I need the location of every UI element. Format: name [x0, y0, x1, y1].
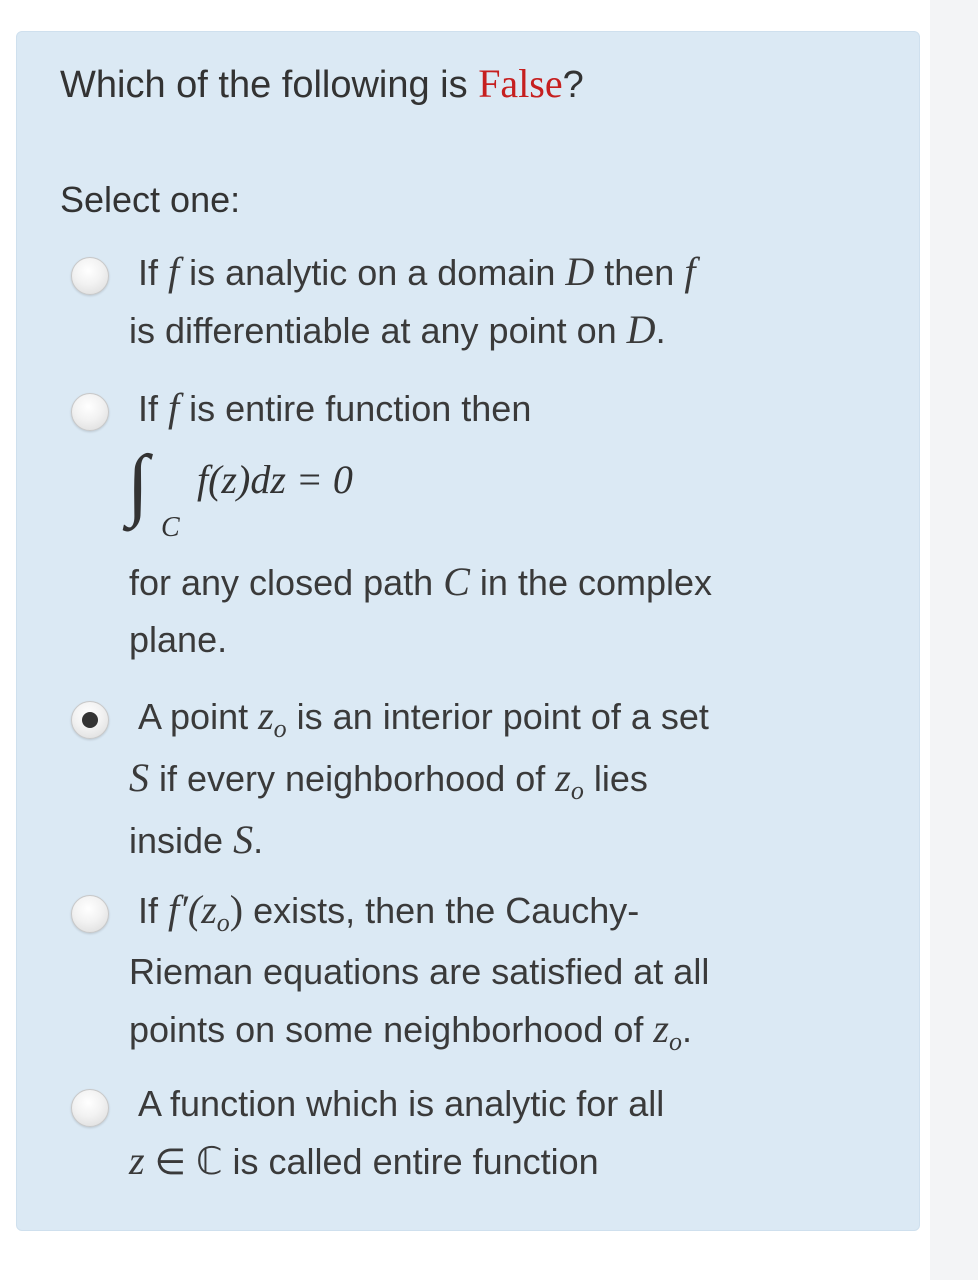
question-suffix: ? [562, 64, 584, 106]
answer-option-3-label: A point $z_o$ is an interior point of a set S if every neighborhood of $z_o$ lies inside S. [129, 693, 709, 862]
answer-option-3[interactable] [129, 687, 829, 869]
answer-option-5-label: A function which is analytic for all z ∈ ℂ is called entire function [129, 1083, 665, 1183]
answer-option-2[interactable] [129, 379, 829, 668]
select-one-prompt: Select one: [60, 179, 241, 220]
answer-option-4-label: If $f'(z_o)$ exists, then the Cauchy- Rieman equations are satisfied at all points on some neighborhood of $z_o$. [129, 887, 710, 1056]
answer-option-1-label: If f is analytic on a domain D then f is differentiable at any point on D. [129, 249, 696, 352]
question-prefix: Which of the following is [60, 64, 479, 106]
question-emphasis: False [478, 61, 563, 106]
answer-option-2-label: If f is entire function then ∫ C f(z)dz = 0 for any closed path C in the complex plane. [129, 379, 829, 668]
question-card [16, 31, 920, 1231]
answer-option-5[interactable] [129, 1075, 829, 1190]
integral-expression: f(z)dz = 0 [197, 457, 353, 502]
page-right-margin [930, 0, 978, 1280]
radio-button-5[interactable] [71, 1089, 109, 1127]
radio-button-3-selected[interactable] [71, 701, 109, 739]
answer-option-4[interactable] [129, 881, 829, 1062]
question-text [60, 60, 584, 109]
integral-sign: ∫ [127, 440, 149, 528]
integral-formula [129, 437, 829, 553]
radio-button-1[interactable] [71, 257, 109, 295]
integral-path-label: C [161, 512, 180, 543]
radio-button-2[interactable] [71, 393, 109, 431]
answer-option-1[interactable] [129, 243, 829, 359]
radio-button-4[interactable] [71, 895, 109, 933]
